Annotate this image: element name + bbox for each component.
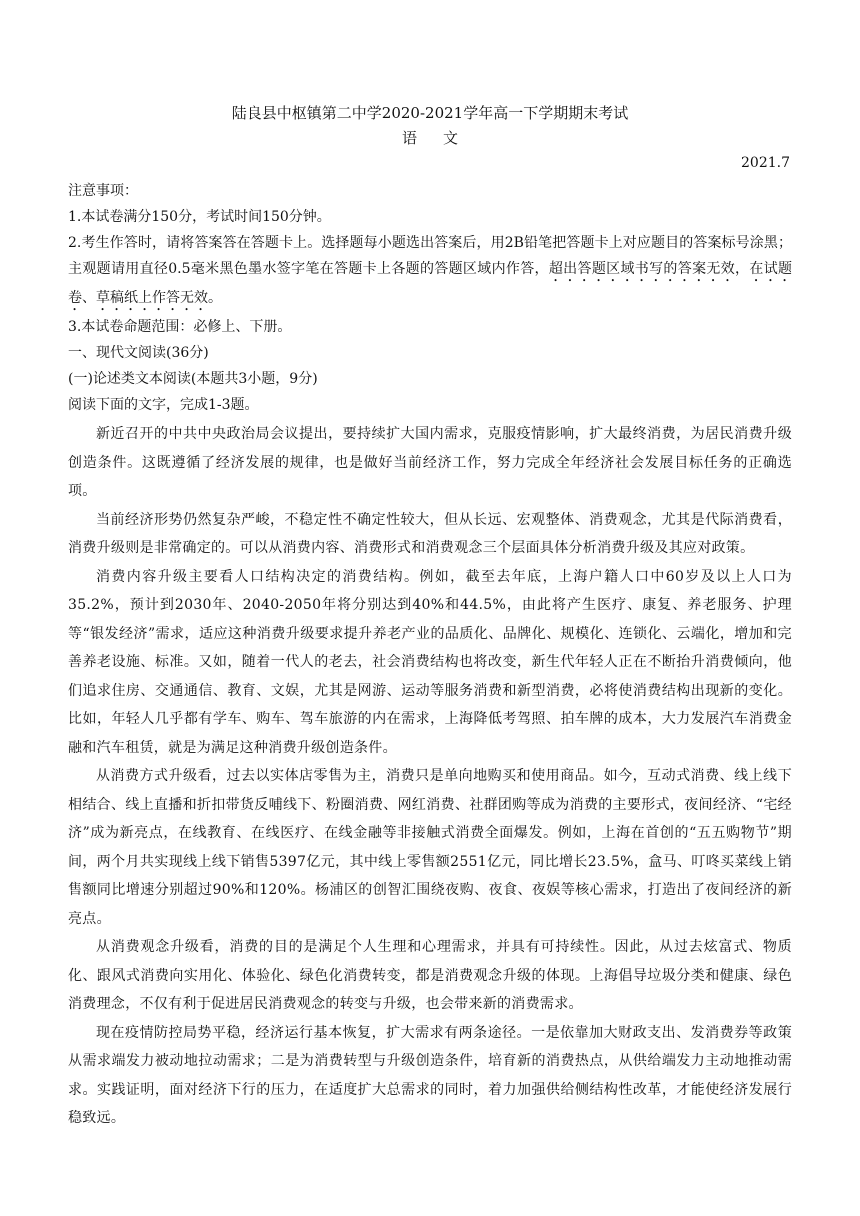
reading-instruction: 阅读下面的文字，完成1-3题。 xyxy=(68,397,259,413)
notice-emphasis-1: 超出答题区域书写的答案无效 xyxy=(548,261,736,277)
article-paragraph-3: 消费内容升级主要看人口结构决定的消费结构。例如，截至去年底，上海户籍人口中60岁及以上人口为35.2%，预计到2030年、2040-2050年将分别达到40%和44.5%，由此将产生医疗、康复、养老服务、护理等“银发经济”需求，适应这种消费升级要求提升养老产业的品质化、品牌化、规模化、连锁化、云端化，增加和完善养老设施、标准。又如，随着一代人的老去，社会消费结构也将改变，新生代年轻人正在不断抬升消费倾向，他们追求住房、交通通信、教育、文娱，尤其是网游、运动等服务消费和新型消费，必将使消费结构出现新的变化。比如，年轻人几乎都有学车、购车、驾车旅游的内在需求，上海降低考驾照、拍车牌的成本，大力发展汽车消费金融和汽车租赁，就是为满足这种消费升级创造条件。 xyxy=(68,568,792,756)
notice-item-2-text: 2.考生作答时，请将答案答在答题卡上。选择题每小题选出答案后，用2B铅笔把答题卡上对应题目的答案标号涂黑；主观题请用直径0.5毫米黑色墨水签字笔在答题卡上各题的答题区域内作答， xyxy=(68,235,792,277)
article-paragraph-5: 从消费观念升级看，消费的目的是满足个人生理和心理需求，并具有可持续性。因此，从过去炫富式、物质化、跟风式消费向实用化、体验化、绿色化消费转变，都是消费观念升级的体现。上海倡导垃圾分类和健康、绿色消费理念，不仅有利于促进居民消费观念的转变与升级，也会带来新的消费需求。 xyxy=(68,939,792,1012)
exam-date: 2021.7 xyxy=(741,155,790,171)
subsection-heading: (一)论述类文本阅读(本题共3小题，9分) xyxy=(68,371,318,387)
notice-heading: 注意事项： xyxy=(68,183,138,199)
subject-label: 语文 xyxy=(401,129,484,147)
article-paragraph-6: 现在疫情防控局势平稳，经济运行基本恢复，扩大需求有两条途径。一是依靠加大财政支出、发消费券等政策从需求端发力被动地拉动需求；二是为消费转型与升级创造条件，培育新的消费热点，从供给端发力主动地推动需求。实践证明，面对经济下行的压力，在适度扩大总需求的同时，着力加强供给侧结构性改革，才能使经济发展行稳致远。 xyxy=(68,1024,792,1126)
exam-title: 陆良县中枢镇第二中学2020-2021学年高一下学期期末考试 xyxy=(231,104,629,122)
article-paragraph-1: 新近召开的中共中央政治局会议提出，要持续扩大国内需求，克服疫情影响，扩大最终消费，为居民消费升级创造条件。这既遵循了经济发展的规律，也是做好当前经济工作，努力完成全年经济社会发展目标任务的正确选项。 xyxy=(68,426,792,499)
notice-item-1: 1.本试卷满分150分，考试时间150分钟。 xyxy=(68,209,331,225)
notice-item-2 xyxy=(68,230,792,314)
notice-item-3: 3.本试卷命题范围：必修上、下册。 xyxy=(68,319,292,335)
article-paragraph-4: 从消费方式升级看，过去以实体店零售为主，消费只是单向地购买和使用商品。如今，互动式消费、线上线下相结合、线上直播和折扣带货反哺线下、粉圈消费、网红消费、社群团购等成为消费的主要形式，夜间经济、“宅经济”成为新亮点，在线教育、在线医疗、在线金融等非接触式消费全面爆发。例如，上海在首创的“五五购物节”期间，两个月共实现线上线下销售5397亿元，其中线上零售额2551亿元，同比增长23.5%，盒马、叮咚买菜线上销售额同比增速分别超过90%和120%。杨浦区的创智汇围绕夜购、夜食、夜娱等核心需求，打造出了夜间经济的新亮点。 xyxy=(68,768,792,927)
exam-content xyxy=(68,178,792,1133)
notice-item-2-comma: ， xyxy=(735,261,750,277)
notice-item-2-end: 。 xyxy=(208,290,222,306)
section-heading: 一、现代文阅读(36分) xyxy=(68,345,209,361)
article-paragraph-2: 当前经济形势仍然复杂严峻，不稳定性不确定性较大，但从长远、宏观整体、消费观念，尤其是代际消费看，消费升级则是非常确定的。可以从消费内容、消费形式和消费观念三个层面具体分析消费升级及其应对政策。 xyxy=(68,511,792,556)
notice-emphasis-2: 在试题卷、草稿纸上作答无效 xyxy=(68,261,793,306)
